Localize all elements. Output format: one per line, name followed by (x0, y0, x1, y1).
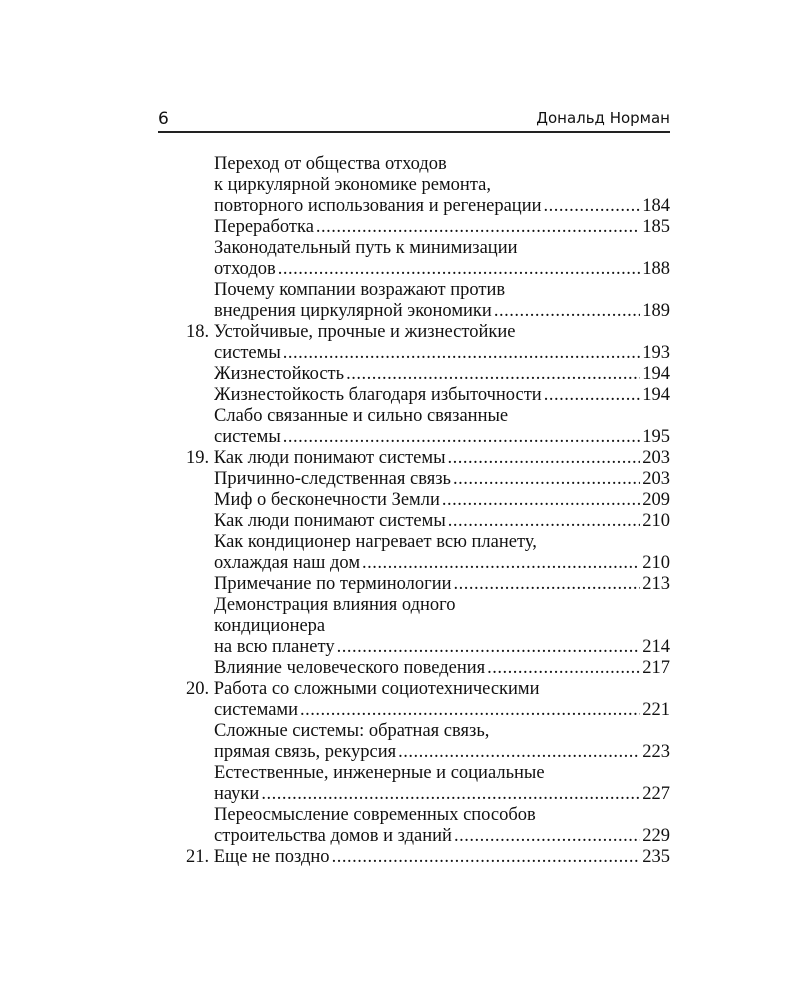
dot-leader (362, 553, 640, 574)
dot-leader (448, 511, 640, 532)
toc-entry-title: Законодательный путь к минимизации (214, 238, 518, 258)
toc-entry[interactable] (186, 154, 670, 217)
toc-entry-title: Влияние человеческого поведения (214, 658, 486, 678)
toc-page-number: 203 (642, 448, 670, 468)
toc-page-number: 217 (642, 658, 670, 678)
toc-entry[interactable] (186, 511, 670, 532)
toc-page-number: 194 (642, 385, 670, 405)
toc-chapter[interactable] (186, 679, 670, 721)
dot-leader (442, 490, 640, 511)
toc-page-number: 193 (642, 343, 670, 363)
dot-leader (283, 427, 640, 448)
toc-entry-title: охлаждая наш дом (214, 553, 361, 573)
toc-entry[interactable] (186, 805, 670, 847)
toc-entry-title: кондиционера (214, 616, 326, 636)
toc-chapter-title: 18. Устойчивые, прочные и жизнестойкие (186, 322, 516, 342)
toc-entry[interactable] (186, 217, 670, 238)
toc-entry-title: повторного использования и регенерации (214, 196, 542, 216)
toc-entry-title: Переосмысление современных способов (214, 805, 536, 825)
toc-entry[interactable] (186, 280, 670, 322)
toc-page-number: 188 (642, 259, 670, 279)
toc-page-number: 195 (642, 427, 670, 447)
dot-leader (283, 343, 640, 364)
toc-entry-title: внедрения циркулярной экономики (214, 301, 492, 321)
toc-entry-title: на всю планету (214, 637, 335, 657)
toc-entry[interactable] (186, 721, 670, 763)
toc-page-number: 184 (642, 196, 670, 216)
toc-entry-title: Жизнестойкость (214, 364, 345, 384)
toc-entry[interactable] (186, 574, 670, 595)
toc-page-number: 194 (642, 364, 670, 384)
dot-leader (448, 448, 641, 469)
toc-chapter[interactable] (186, 847, 670, 868)
dot-leader (454, 574, 641, 595)
dot-leader (261, 784, 640, 805)
toc-entry-title: науки (214, 784, 260, 804)
toc-entry-title: к циркулярной экономике ремонта, (214, 175, 491, 195)
toc-entry-title: Как люди понимают системы (214, 511, 446, 531)
dot-leader (278, 259, 640, 280)
toc-entry-title: Переработка (214, 217, 314, 237)
dot-leader (316, 217, 640, 238)
toc-entry-title: отходов (214, 259, 276, 279)
toc-chapter-title: системами (214, 700, 299, 720)
page-header (158, 109, 670, 131)
toc-entry[interactable] (186, 532, 670, 574)
toc-page-number: 223 (642, 742, 670, 762)
toc-chapter-title: 21. Еще не поздно (186, 847, 330, 867)
toc-entry-title: Как кондиционер нагревает всю планету, (214, 532, 537, 552)
dot-leader (453, 469, 640, 490)
toc-chapter[interactable] (186, 448, 670, 469)
toc-entry-title: Почему компании возражают против (214, 280, 506, 300)
dot-leader (487, 658, 640, 679)
toc-page-number: 210 (642, 511, 670, 531)
toc-entry-title: Демонстрация влияния одного (214, 595, 456, 615)
dot-leader (544, 385, 641, 406)
dot-leader (346, 364, 640, 385)
toc-entry[interactable] (186, 469, 670, 490)
toc-entry[interactable] (186, 385, 670, 406)
dot-leader (494, 301, 640, 322)
toc-page-number: 235 (642, 847, 670, 867)
toc-entry-title: Переход от общества отходов (214, 154, 447, 174)
dot-leader (332, 847, 641, 868)
toc-entry-title: Миф о бесконечности Земли (214, 490, 440, 510)
toc-entry-title: Причинно-следственная связь (214, 469, 451, 489)
toc-chapter-title: системы (214, 343, 281, 363)
toc-entry-title: Естественные, инженерные и социальные (214, 763, 545, 783)
toc-entry[interactable] (186, 406, 670, 448)
table-of-contents (186, 154, 670, 868)
page-number: 6 (158, 109, 169, 129)
toc-page-number: 189 (642, 301, 670, 321)
dot-leader (337, 637, 641, 658)
toc-page-number: 213 (642, 574, 670, 594)
toc-page-number: 229 (642, 826, 670, 846)
toc-chapter[interactable] (186, 322, 670, 364)
running-head-author: Дональд Норман (536, 109, 670, 127)
toc-entry-title: Сложные системы: обратная связь, (214, 721, 490, 741)
toc-chapter-title: 20. Работа со сложными социотехническими (186, 679, 540, 699)
header-rule (158, 131, 670, 133)
toc-chapter-title: 19. Как люди понимают системы (186, 448, 446, 468)
toc-entry-title: прямая связь, рекурсия (214, 742, 397, 762)
dot-leader (544, 196, 641, 217)
toc-page-number: 214 (642, 637, 670, 657)
toc-entry-title: системы (214, 427, 281, 447)
dot-leader (300, 700, 640, 721)
toc-page-number: 221 (642, 700, 670, 720)
toc-entry[interactable] (186, 763, 670, 805)
toc-page-number: 227 (642, 784, 670, 804)
dot-leader (398, 742, 640, 763)
toc-page-number: 210 (642, 553, 670, 573)
toc-entry[interactable] (186, 595, 670, 658)
toc-page-number: 185 (642, 217, 670, 237)
toc-entry[interactable] (186, 658, 670, 679)
toc-entry-title: Жизнестойкость благодаря избыточности (214, 385, 542, 405)
toc-entry[interactable] (186, 238, 670, 280)
toc-entry[interactable] (186, 364, 670, 385)
toc-page-number: 203 (642, 469, 670, 489)
toc-page-number: 209 (642, 490, 670, 510)
dot-leader (454, 826, 640, 847)
toc-entry-title: строительства домов и зданий (214, 826, 452, 846)
toc-entry-title: Слабо связанные и сильно связанные (214, 406, 509, 426)
toc-entry-title: Примечание по терминологии (214, 574, 452, 594)
toc-entry[interactable] (186, 490, 670, 511)
